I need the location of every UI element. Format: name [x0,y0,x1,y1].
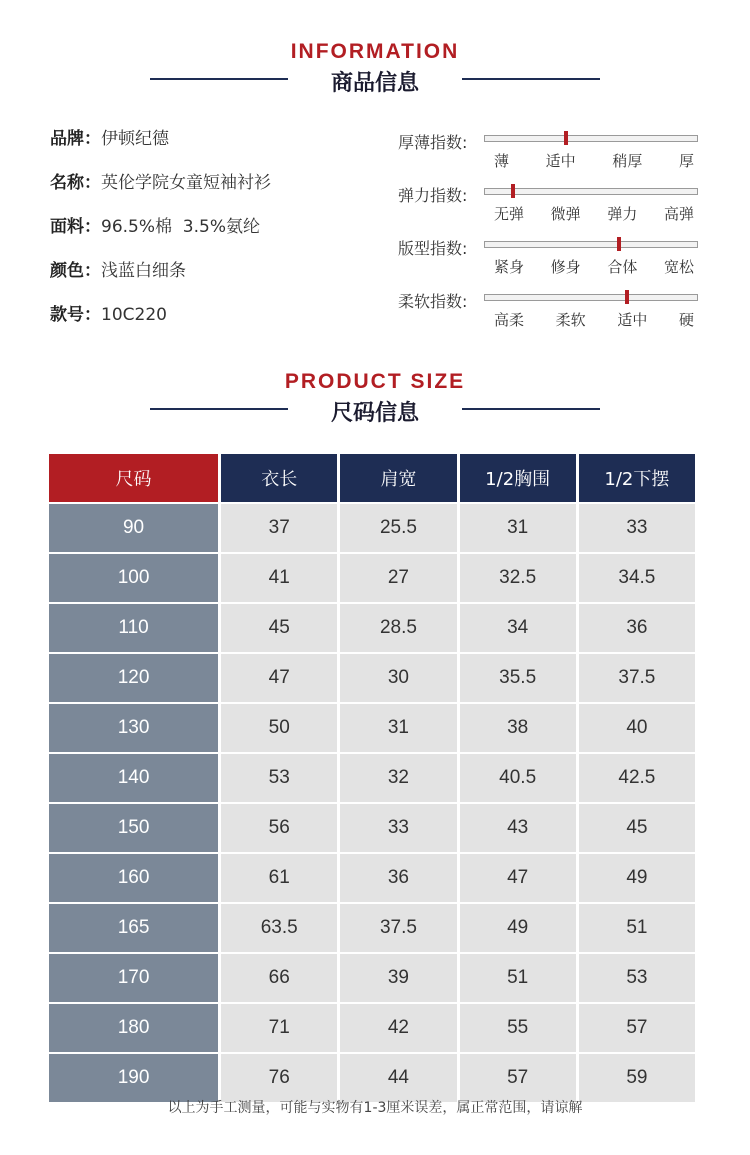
info-value: 浅蓝白细条 [101,261,186,281]
size-heading-en: PRODUCT SIZE [284,370,466,393]
measurement-cell: 50 [221,704,337,752]
info-row-style-no: 款号：10C220 [50,305,167,325]
measurement-cell: 30 [340,654,456,702]
measurement-cell: 36 [340,854,456,902]
measurement-cell: 51 [460,954,576,1002]
index-label: 弹力指数: [398,186,468,205]
measurement-cell: 34 [460,604,576,652]
scale-label: 适中 [545,152,576,170]
table-row [49,1004,695,1052]
scale-label: 修身 [550,258,581,276]
info-key: 颜色 [50,261,84,281]
index-track [484,135,698,142]
table-row [49,554,695,602]
measurement-cell: 44 [340,1054,456,1102]
measurement-cell: 32.5 [460,554,576,602]
thickness-index [398,126,703,178]
measurement-cell: 56 [221,804,337,852]
info-row-brand: 品牌：伊顿纪德 [50,129,169,149]
measurement-cell: 37.5 [579,654,695,702]
scale-label: 无弹 [494,205,525,223]
measurement-cell: 42 [340,1004,456,1052]
divider-line [462,408,600,410]
size-cell: 190 [49,1054,218,1102]
index-label: 柔软指数: [398,292,468,311]
index-track [484,241,698,248]
index-scale [494,150,694,171]
measurement-cell: 71 [221,1004,337,1052]
measurement-cell: 47 [460,854,576,902]
table-row [49,704,695,752]
header-shoulder: 肩宽 [340,454,456,502]
measurement-cell: 51 [579,904,695,952]
measurement-cell: 33 [579,504,695,552]
index-scale [494,256,694,277]
measurement-cell: 35.5 [460,654,576,702]
index-label: 版型指数: [398,239,468,258]
measurement-cell: 31 [340,704,456,752]
measurement-cell: 53 [221,754,337,802]
measurement-cell: 57 [579,1004,695,1052]
measurement-cell: 38 [460,704,576,752]
index-marker [511,184,515,198]
table-row [49,854,695,902]
scale-label: 弹力 [607,205,638,223]
size-table-header [49,454,695,502]
measurement-cell: 36 [579,604,695,652]
elasticity-index [398,179,703,231]
size-cell: 100 [49,554,218,602]
measurement-cell: 47 [221,654,337,702]
scale-label: 柔软 [555,311,586,329]
fit-index [398,232,703,284]
size-cell: 130 [49,704,218,752]
header-hem: 1/2下摆 [579,454,695,502]
scale-label: 薄 [494,152,510,170]
info-heading-en: INFORMATION [290,40,460,63]
table-row [49,654,695,702]
size-heading-cn: 尺码信息 [330,401,419,426]
measurement-cell: 45 [221,604,337,652]
scale-label: 紧身 [494,258,525,276]
measurement-cell: 37.5 [340,904,456,952]
info-value: 96.5%棉 3.5%氨纶 [101,217,261,237]
scale-label: 厚 [678,152,694,170]
measurement-cell: 61 [221,854,337,902]
index-marker [617,237,621,251]
size-cell: 170 [49,954,218,1002]
size-cell: 90 [49,504,218,552]
measurement-cell: 49 [579,854,695,902]
info-key: 品牌 [50,129,84,149]
table-row [49,804,695,852]
measurement-cell: 41 [221,554,337,602]
measurement-cell: 42.5 [579,754,695,802]
measurement-cell: 33 [340,804,456,852]
measurement-cell: 45 [579,804,695,852]
measurement-cell: 55 [460,1004,576,1052]
table-row [49,1054,695,1102]
header-length: 衣长 [221,454,337,502]
size-heading [0,370,750,427]
info-value: 10C220 [101,305,167,325]
size-cell: 140 [49,754,218,802]
scale-label: 硬 [678,311,694,329]
size-cell: 165 [49,904,218,952]
measurement-cell: 39 [340,954,456,1002]
info-row-name: 名称：英伦学院女童短袖衬衫 [50,173,271,193]
measurement-cell: 34.5 [579,554,695,602]
table-row [49,954,695,1002]
scale-label: 适中 [617,311,648,329]
info-value: 伊顿纪德 [101,129,169,149]
measurement-cell: 76 [221,1054,337,1102]
product-info-list [50,124,271,344]
measurement-cell: 25.5 [340,504,456,552]
divider-line [462,78,600,80]
measurement-cell: 57 [460,1054,576,1102]
measurement-cell: 66 [221,954,337,1002]
info-key: 名称 [50,173,84,193]
measurement-cell: 63.5 [221,904,337,952]
size-cell: 120 [49,654,218,702]
measurement-cell: 53 [579,954,695,1002]
index-marker [625,290,629,304]
table-row [49,504,695,552]
index-track [484,294,698,301]
softness-index [398,285,703,337]
scale-label: 高柔 [494,311,525,329]
table-row [49,604,695,652]
info-value: 英伦学院女童短袖衬衫 [101,173,271,193]
header-size: 尺码 [49,454,218,502]
size-cell: 180 [49,1004,218,1052]
index-marker [564,131,568,145]
info-row-color: 颜色：浅蓝白细条 [50,261,186,281]
divider-line [150,408,288,410]
info-key: 面料 [50,217,84,237]
info-row-fabric: 面料：96.5%棉 3.5%氨纶 [50,217,261,237]
info-heading-cn: 商品信息 [330,71,419,96]
scale-label: 宽松 [663,258,694,276]
measurement-cell: 37 [221,504,337,552]
table-row [49,904,695,952]
index-scale [494,309,694,330]
measurement-cell: 40.5 [460,754,576,802]
measurement-cell: 49 [460,904,576,952]
index-label: 厚薄指数: [398,133,468,152]
measurement-cell: 43 [460,804,576,852]
measurement-cell: 31 [460,504,576,552]
measurement-note: 以上为手工测量，可能与实物有1-3厘米误差，属正常范围，请谅解 [167,1100,583,1116]
divider-line [150,78,288,80]
index-track [484,188,698,195]
size-table [46,452,698,1104]
scale-label: 稍厚 [612,152,643,170]
scale-label: 微弹 [550,205,581,223]
measurement-cell: 32 [340,754,456,802]
header-chest: 1/2胸围 [460,454,576,502]
size-cell: 160 [49,854,218,902]
measurement-cell: 28.5 [340,604,456,652]
index-scale [494,203,694,224]
info-key: 款号 [50,305,84,325]
scale-label: 高弹 [663,205,694,223]
scale-label: 合体 [607,258,638,276]
info-heading [0,40,750,97]
size-cell: 110 [49,604,218,652]
table-row [49,754,695,802]
measurement-cell: 40 [579,704,695,752]
measurement-cell: 59 [579,1054,695,1102]
measurement-cell: 27 [340,554,456,602]
size-cell: 150 [49,804,218,852]
